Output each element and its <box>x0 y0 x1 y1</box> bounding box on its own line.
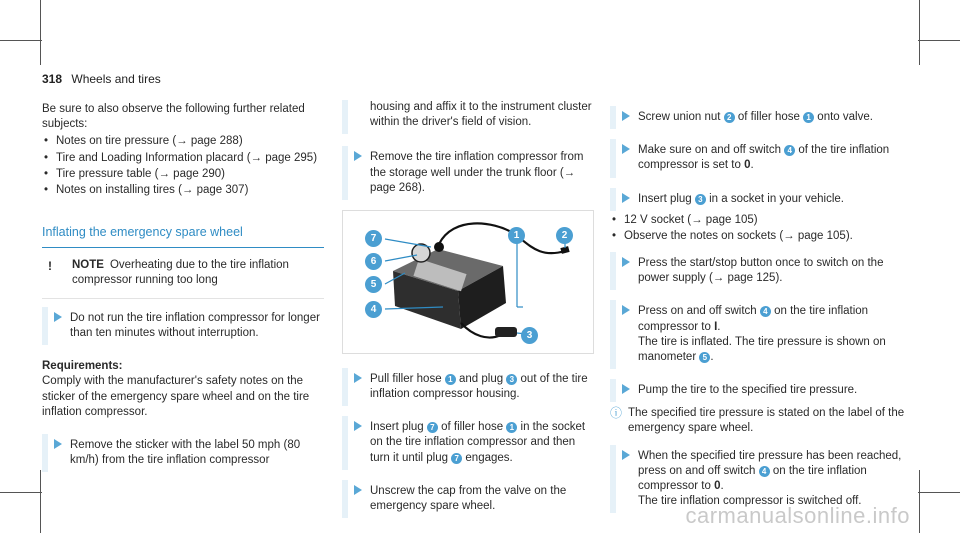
step-arrow-icon <box>354 373 362 383</box>
switch-value: 0 <box>744 159 751 172</box>
callout-ref: 2 <box>724 112 735 123</box>
step-arrow-icon <box>354 485 362 495</box>
step-text: The tire is inflated. The tire pressure is shown on manometer <box>638 335 886 363</box>
step-text: Insert plug <box>638 192 692 205</box>
callout-ref: 4 <box>760 306 771 317</box>
step-text: Insert plug <box>370 421 424 434</box>
step-text: Pull filler hose <box>370 372 442 385</box>
list-item: • Notes on installing tires (→ page 307) <box>42 183 324 198</box>
list-item: • Observe the notes on sockets (→ page 105). <box>610 229 910 244</box>
callout-ref: 3 <box>506 374 517 385</box>
step-text: Press on and off switch <box>638 305 757 318</box>
info-text: The specified tire pressure is stated on the label of the emergency spare wheel. <box>628 407 905 435</box>
socket-bullets <box>610 213 910 244</box>
step-arrow-icon <box>54 439 62 449</box>
related-subjects-list <box>42 134 324 198</box>
callout-6: 6 <box>365 253 382 270</box>
step-arrow-icon <box>354 421 362 431</box>
step-text: on the tire inflation compressor to <box>638 464 867 492</box>
filler-hose <box>439 223 565 253</box>
step-text: Press the start/stop button once to switch on the power supply (→ page 125). <box>638 257 884 285</box>
step-text: When the specified tire pressure has been reached, press on and off switch <box>638 449 902 477</box>
step-text: in the socket on the tire inflation compressor and then turn it until plug <box>370 421 586 464</box>
step-text: out of the tire inflation compressor housing. <box>370 372 588 401</box>
step-text: Remove the tire inflation compressor from the storage well under the trunk floor (→ page 268). <box>370 151 584 194</box>
callout-ref: 1 <box>803 112 814 123</box>
step-continuation <box>342 100 592 134</box>
note-label: NOTE <box>72 258 104 271</box>
step-arrow-icon <box>622 144 630 154</box>
requirements-text: Comply with the manufacturer's safety notes on the sticker of the emergency spare wheel and on the tire inflation compressor. <box>42 375 310 418</box>
page-header-title: Wheels and tires <box>71 72 161 86</box>
note-step <box>42 307 324 345</box>
step-check-switch: Make sure on and off switch 4 of the tire inflation compressor is set to 0. <box>610 139 910 177</box>
step-text: housing and affix it to the instrument cluster within the driver's field of vision. <box>370 101 592 129</box>
step-text: of filler hose <box>737 111 800 123</box>
step-remove-compressor <box>342 146 592 200</box>
list-item: • 12 V socket (→ page 105) <box>610 213 910 228</box>
page-header <box>42 72 161 88</box>
section-title: Inflating the emergency spare wheel <box>42 225 243 240</box>
list-item: • Notes on tire pressure (→ page 288) <box>42 134 324 149</box>
step-text: engages. <box>465 451 513 464</box>
step-text: in a socket in your vehicle. <box>709 192 844 205</box>
step-arrow-icon <box>54 312 62 322</box>
step-arrow-icon <box>354 151 362 161</box>
callout-ref: 5 <box>699 352 710 363</box>
step-text: Make sure on and off switch <box>638 144 781 157</box>
intro-text: Be sure to also observe the following further related subjects: <box>42 103 305 131</box>
section-divider <box>42 247 324 248</box>
step-text: Pump the tire to the specified tire pressure. <box>638 384 858 397</box>
crop-mark <box>919 470 920 533</box>
callout-ref: 4 <box>784 145 795 156</box>
callout-7: 7 <box>365 230 382 247</box>
crop-mark <box>919 0 920 65</box>
step-text: on the tire inflation compressor to <box>638 305 869 333</box>
callout-ref: 4 <box>759 466 770 477</box>
callout-4: 4 <box>365 301 382 318</box>
step-unscrew-cap <box>342 480 592 518</box>
step-remove-sticker <box>42 434 324 472</box>
crop-mark <box>0 492 42 493</box>
callout-ref: 1 <box>506 422 517 433</box>
step-text: of filler hose <box>441 421 504 434</box>
step-pull-hose <box>342 368 592 406</box>
step-screw-union-nut <box>610 106 910 129</box>
info-note <box>610 406 910 436</box>
step-arrow-icon <box>622 111 630 121</box>
callout-ref: 7 <box>451 453 462 464</box>
list-item: • Tire pressure table (→ page 290) <box>42 167 324 182</box>
step-text: of the tire inflation compressor is set to <box>638 144 890 172</box>
step-power-on <box>610 252 910 290</box>
column-middle <box>342 100 592 528</box>
callout-3: 3 <box>521 327 538 344</box>
note-box <box>42 256 324 299</box>
crop-mark <box>40 0 41 65</box>
step-arrow-icon <box>622 384 630 394</box>
step-insert-plug <box>342 416 592 470</box>
callout-5: 5 <box>365 276 382 293</box>
step-text: Screw union nut <box>638 111 721 123</box>
switch-value: I <box>714 320 718 333</box>
crop-mark <box>918 492 960 493</box>
list-item: • Tire and Loading Information placard (→ page 295) <box>42 151 324 166</box>
step-text: and plug <box>459 372 504 385</box>
step-arrow-icon <box>622 450 630 460</box>
callout-ref: 7 <box>427 422 438 433</box>
power-plug-icon <box>495 327 517 337</box>
info-icon: ⓘ <box>610 406 623 421</box>
callout-2: 2 <box>556 227 573 244</box>
step-switch-off: When the specified tire pressure has been reached, press on and off switch 4 on the tire inflation compressor to 0. The tire inflation compressor is switched off. <box>610 445 910 514</box>
step-arrow-icon <box>622 193 630 203</box>
step-text: The tire inflation compressor is switched off. <box>638 495 862 508</box>
step-insert-vehicle-plug <box>610 188 910 211</box>
callout-ref: 3 <box>695 194 706 205</box>
step-text: Unscrew the cap from the valve on the emergency spare wheel. <box>370 484 567 512</box>
callout-ref: 1 <box>445 374 456 385</box>
callout-1: 1 <box>508 227 525 244</box>
step-text: Remove the sticker with the label 50 mph (80 km/h) from the tire inflation compressor <box>70 438 301 467</box>
column-left <box>42 102 324 472</box>
step-pump-tire <box>610 379 910 402</box>
step-text: Do not run the tire inflation compressor for longer than ten minutes without interruption. <box>70 311 320 340</box>
crop-mark <box>40 470 41 533</box>
warning-icon: ! <box>48 258 52 273</box>
step-arrow-icon <box>622 257 630 267</box>
requirements-title: Requirements: <box>42 360 123 373</box>
crop-mark <box>0 40 42 41</box>
compressor-figure <box>342 210 594 354</box>
step-text: onto valve. <box>817 111 873 123</box>
crop-mark <box>918 40 960 41</box>
page-number: 318 <box>42 72 63 86</box>
column-right <box>610 100 910 523</box>
switch-value: 0 <box>714 479 721 492</box>
watermark: carmanualsonline.info <box>685 502 910 528</box>
note-text: Overheating due to the tire inflation compressor running too long <box>72 258 289 286</box>
step-arrow-icon <box>622 305 630 315</box>
step-switch-on: Press on and off switch 4 on the tire inflation compressor to I. The tire is inflated. The tire pressure is shown on manometer 5 . <box>610 300 910 369</box>
